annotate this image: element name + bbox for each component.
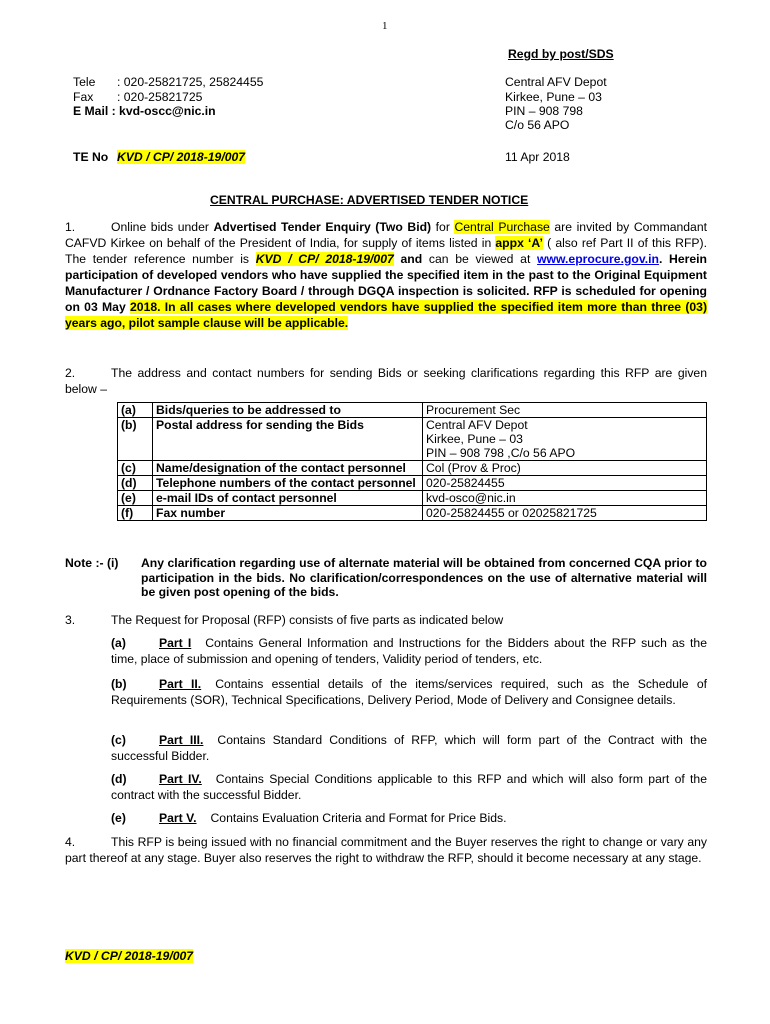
table-row bbox=[118, 476, 707, 491]
paragraph-4: 4. This RFP is being issued with no financial commitment and the Buyer reserves the right to change or vary any part thereof at any stage. Buyer also reserves the right to withdraw the RFP, should it become necessary at any stage. bbox=[65, 835, 707, 865]
row-value: Col (Prov & Proc) bbox=[423, 461, 707, 476]
row-value: Central AFV Depot Kirkee, Pune – 03 PIN – 908 798 ,C/o 56 APO bbox=[423, 418, 707, 461]
para-number: 3. bbox=[65, 613, 76, 627]
fax-label: Fax bbox=[73, 90, 94, 104]
notice-title: CENTRAL PURCHASE: ADVERTISED TENDER NOTICE bbox=[210, 193, 529, 207]
part-item: (a) Part I Contains General Information and Instructions for the Bidders about the RFP such as the time, place of submission and opening of tenders, Validity period of tenders, etc. bbox=[111, 636, 707, 666]
page-number: 1 bbox=[382, 20, 388, 32]
footer-reference: KVD / CP/ 2018-19/007 bbox=[65, 949, 194, 963]
te-label: TE No bbox=[73, 150, 109, 164]
notice-date: 11 Apr 2018 bbox=[505, 150, 570, 164]
fax-value: : 020-25821725 bbox=[117, 90, 203, 104]
contact-table bbox=[117, 402, 707, 521]
row-key: (c) bbox=[118, 461, 153, 476]
address-line: PIN – 908 798 bbox=[505, 104, 583, 118]
table-row bbox=[118, 506, 707, 521]
row-label: Fax number bbox=[153, 506, 423, 521]
address-line: C/o 56 APO bbox=[505, 118, 570, 132]
address-line: Central AFV Depot bbox=[505, 75, 607, 89]
row-key: (b) bbox=[118, 418, 153, 461]
row-label: e-mail IDs of contact personnel bbox=[153, 491, 423, 506]
address-line: Kirkee, Pune – 03 bbox=[505, 90, 602, 104]
eprocure-link[interactable]: www.eprocure.gov.in bbox=[537, 252, 659, 266]
part-item: (c) Part III. Contains Standard Conditions of RFP, which will form part of the Contract with the successful Bidder. bbox=[111, 733, 707, 763]
tele-label: Tele bbox=[73, 75, 96, 89]
table-row bbox=[118, 403, 707, 418]
note-text: Any clarification regarding use of alternate material will be obtained from concerned CQA prior to participation in the bids. No clarification/correspondences on the use of alternative material will be given post opening of the bids. bbox=[141, 556, 707, 599]
row-value: kvd-osco@nic.in bbox=[423, 491, 707, 506]
part-item: (b) Part II. Contains essential details of the items/services required, such as the Schedule of Requirements (SOR), Technical Specifications, Delivery Period, Mode of Delivery and Consignee details. bbox=[111, 677, 707, 707]
email-line: E Mail : kvd-oscc@nic.in bbox=[73, 104, 216, 118]
row-key: (d) bbox=[118, 476, 153, 491]
row-value: 020-25824455 or 02025821725 bbox=[423, 506, 707, 521]
paragraph-1: 1. Online bids under Advertised Tender Enquiry (Two Bid) for Central Purchase are invited by Commandant CAFVD Kirkee on behalf of the President of India, for supply of items listed in appx ‘A’ ( also ref Part II of this RFP). The tender reference number is KVD / CP/ 2018-19/007 and can be viewed at www.eprocure.gov.in. Herein participation of developed vendors who have supplied the specified item in the past to the Original Equipment Manufacturer / Ordnance Factory Board / through DGQA inspection is solicited. RFP is scheduled for opening on 03 May 2018. In all cases where developed vendors have supplied the specified item more than three (03) years ago, pilot sample clause will be applicable. bbox=[65, 220, 708, 330]
row-key: (e) bbox=[118, 491, 153, 506]
registration-note: Regd by post/SDS bbox=[508, 47, 614, 61]
para-number: 1. bbox=[65, 220, 76, 234]
para-number: 4. bbox=[65, 835, 76, 849]
paragraph-3: The Request for Proposal (RFP) consists of five parts as indicated below bbox=[111, 613, 504, 627]
row-value: Procurement Sec bbox=[423, 403, 707, 418]
row-label: Postal address for sending the Bids bbox=[153, 418, 423, 461]
row-value: 020-25824455 bbox=[423, 476, 707, 491]
note-label: Note :- (i) bbox=[65, 556, 119, 570]
row-key: (a) bbox=[118, 403, 153, 418]
table-row bbox=[118, 491, 707, 506]
table-row bbox=[118, 461, 707, 476]
row-key: (f) bbox=[118, 506, 153, 521]
row-label: Name/designation of the contact personnel bbox=[153, 461, 423, 476]
part-item: (d) Part IV. Contains Special Conditions applicable to this RFP and which will also form part of the contract with the successful Bidder. bbox=[111, 772, 707, 802]
paragraph-2: 2. The address and contact numbers for sending Bids or seeking clarifications regarding this RFP are given below – bbox=[65, 366, 707, 396]
te-number: KVD / CP/ 2018-19/007 bbox=[117, 150, 246, 164]
row-label: Bids/queries to be addressed to bbox=[153, 403, 423, 418]
table-row bbox=[118, 418, 707, 461]
para-number: 2. bbox=[65, 366, 76, 380]
row-label: Telephone numbers of the contact personnel bbox=[153, 476, 423, 491]
tele-value: : 020-25821725, 25824455 bbox=[117, 75, 264, 89]
part-item: (e) Part V. Contains Evaluation Criteria and Format for Price Bids. bbox=[111, 811, 507, 825]
